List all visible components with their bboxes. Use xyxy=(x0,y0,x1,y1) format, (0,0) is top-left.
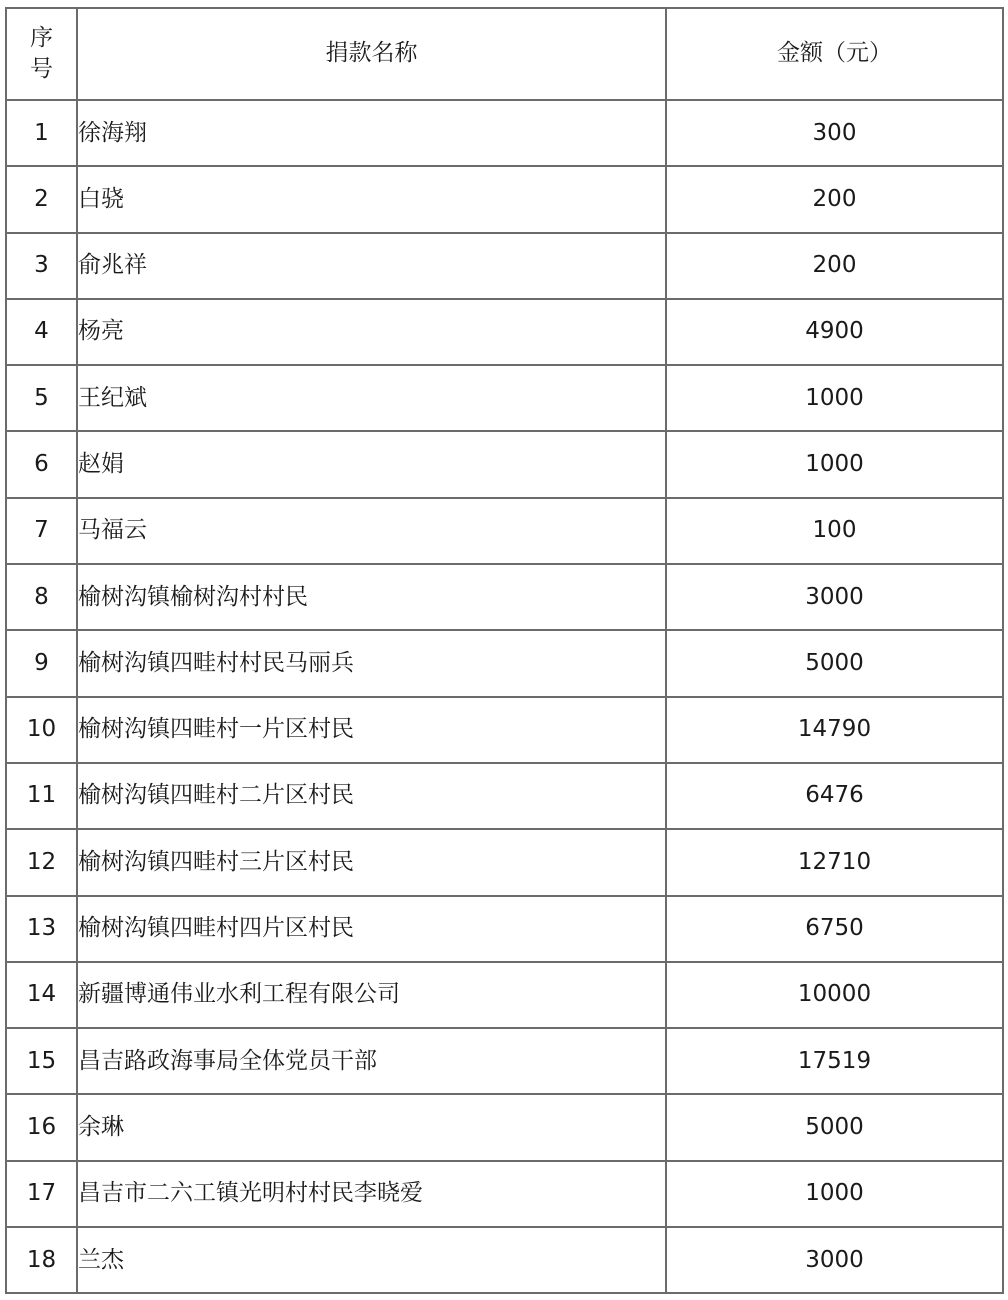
row-amount: 300 xyxy=(666,100,1003,166)
table-row xyxy=(6,1161,1003,1227)
row-name: 白骁 xyxy=(77,166,666,232)
row-no: 16 xyxy=(6,1094,77,1160)
header-amount xyxy=(666,8,1003,100)
row-no: 15 xyxy=(6,1028,77,1094)
row-name: 赵娟 xyxy=(77,431,666,497)
row-name: 昌吉路政海事局全体党员干部 xyxy=(77,1028,666,1094)
row-amount: 6476 xyxy=(666,763,1003,829)
row-amount: 100 xyxy=(666,498,1003,564)
table-row xyxy=(6,1028,1003,1094)
table-row xyxy=(6,365,1003,431)
header-no xyxy=(6,8,77,100)
table-row xyxy=(6,630,1003,696)
row-no: 17 xyxy=(6,1161,77,1227)
donation-table xyxy=(5,7,1004,1294)
row-name: 昌吉市二六工镇光明村村民李晓爱 xyxy=(77,1161,666,1227)
table-row xyxy=(6,431,1003,497)
row-name: 榆树沟镇四畦村村民马丽兵 xyxy=(77,630,666,696)
row-no: 11 xyxy=(6,763,77,829)
table-row xyxy=(6,1094,1003,1160)
row-name: 榆树沟镇四畦村一片区村民 xyxy=(77,697,666,763)
table-header-row xyxy=(6,8,1003,100)
row-amount: 17519 xyxy=(666,1028,1003,1094)
table-row xyxy=(6,299,1003,365)
row-no: 14 xyxy=(6,962,77,1028)
row-no: 4 xyxy=(6,299,77,365)
row-name: 榆树沟镇四畦村二片区村民 xyxy=(77,763,666,829)
table-row xyxy=(6,896,1003,962)
row-name: 榆树沟镇四畦村四片区村民 xyxy=(77,896,666,962)
row-name: 徐海翔 xyxy=(77,100,666,166)
row-amount: 1000 xyxy=(666,1161,1003,1227)
row-amount: 1000 xyxy=(666,365,1003,431)
row-amount: 3000 xyxy=(666,1227,1003,1293)
table-row xyxy=(6,498,1003,564)
row-name: 兰杰 xyxy=(77,1227,666,1293)
row-no: 13 xyxy=(6,896,77,962)
table-row xyxy=(6,697,1003,763)
row-name: 新疆博通伟业水利工程有限公司 xyxy=(77,962,666,1028)
row-amount: 12710 xyxy=(666,829,1003,895)
row-name: 杨亮 xyxy=(77,299,666,365)
row-no: 10 xyxy=(6,697,77,763)
row-no: 18 xyxy=(6,1227,77,1293)
row-name: 余琳 xyxy=(77,1094,666,1160)
table-row xyxy=(6,100,1003,166)
table-row xyxy=(6,233,1003,299)
header-amount-label: 金额（元） xyxy=(777,40,892,67)
table-row xyxy=(6,564,1003,630)
row-amount: 200 xyxy=(666,233,1003,299)
row-no: 7 xyxy=(6,498,77,564)
row-amount: 5000 xyxy=(666,630,1003,696)
table-row xyxy=(6,166,1003,232)
row-no: 5 xyxy=(6,365,77,431)
table-row xyxy=(6,763,1003,829)
row-no: 2 xyxy=(6,166,77,232)
row-amount: 4900 xyxy=(666,299,1003,365)
header-name-label: 捐款名称 xyxy=(325,40,418,67)
row-amount: 200 xyxy=(666,166,1003,232)
row-amount: 6750 xyxy=(666,896,1003,962)
row-amount: 3000 xyxy=(666,564,1003,630)
row-amount: 5000 xyxy=(666,1094,1003,1160)
row-name: 俞兆祥 xyxy=(77,233,666,299)
table-row xyxy=(6,829,1003,895)
header-no-label: 序号 xyxy=(29,24,53,82)
row-no: 8 xyxy=(6,564,77,630)
table-row xyxy=(6,962,1003,1028)
row-name: 马福云 xyxy=(77,498,666,564)
row-amount: 10000 xyxy=(666,962,1003,1028)
row-name: 王纪斌 xyxy=(77,365,666,431)
table-row xyxy=(6,1227,1003,1293)
row-no: 3 xyxy=(6,233,77,299)
row-amount: 14790 xyxy=(666,697,1003,763)
row-name: 榆树沟镇榆树沟村村民 xyxy=(77,564,666,630)
row-no: 1 xyxy=(6,100,77,166)
row-no: 6 xyxy=(6,431,77,497)
row-no: 12 xyxy=(6,829,77,895)
row-name: 榆树沟镇四畦村三片区村民 xyxy=(77,829,666,895)
row-no: 9 xyxy=(6,630,77,696)
row-amount: 1000 xyxy=(666,431,1003,497)
header-name xyxy=(77,8,666,100)
